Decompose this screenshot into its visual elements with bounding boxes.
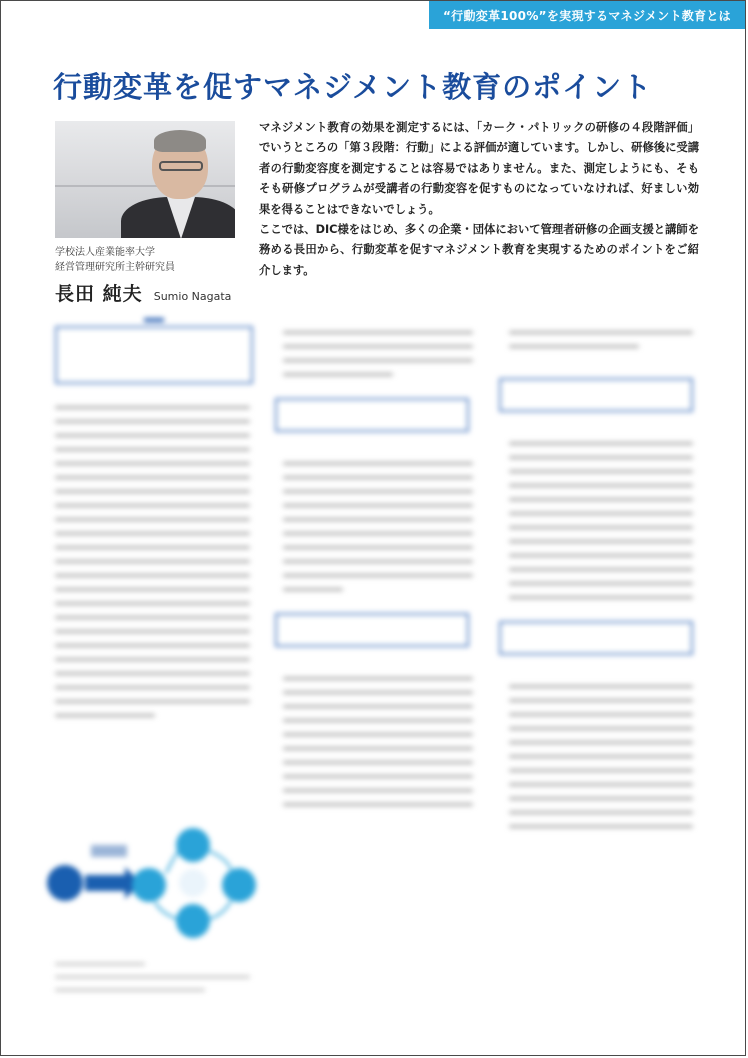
source-note: [55, 963, 255, 1002]
cycle-diagram: [41, 823, 271, 943]
section-header-tab: “行動変革100%”を実現するマネジメント教育とは: [429, 1, 745, 29]
author-name-en: Sumio Nagata: [153, 290, 232, 303]
author-affiliation: [55, 245, 255, 275]
affiliation-university: 学校法人産業能率大学: [55, 247, 155, 258]
intro-paragraph-1: マネジメント教育の効果を測定するには、「カーク・パトリックの研修の４段階評価」でいうところの「第３段階：行動」による評価が適しています。しかし、研修後に受講者の行動変容度を測定することは容易ではありません。また、測定しようにも、そもそも研修プログラムが受講者の行動変容を促すものになっていなければ、好ましい効果を得ることはできないでしょう。: [259, 121, 699, 216]
author-photo: [55, 121, 235, 238]
left-column-blurred: [55, 326, 255, 728]
point-2-box: [275, 613, 469, 647]
diagram-circle-top: [176, 828, 210, 862]
diagram-arrow: [85, 875, 125, 891]
main-point-label: [144, 318, 164, 322]
intro-paragraph-2: ここでは、DIC様をはじめ、多くの企業・団体において管理者研修の企画支援と講師を務める長田から、行動変革を促すマネジメント教育を実現するためのポイントをご紹介します。: [259, 223, 699, 277]
author-name-jp: 長田 純夫: [55, 283, 143, 305]
point-4-box: [499, 621, 693, 655]
affiliation-position: 経営管理研究所主幹研究員: [55, 262, 175, 273]
article-title: 行動変革を促すマネジメント教育のポイント: [53, 70, 653, 104]
diagram-arrow-label: [91, 845, 127, 857]
diagram-circle-left: [132, 868, 166, 902]
main-point-box: [55, 326, 253, 384]
right-column-blurred: [509, 331, 697, 839]
diagram-circle-bottom: [176, 904, 210, 938]
middle-column-blurred: [283, 331, 479, 817]
point-3-box: [499, 378, 693, 412]
intro-text: [259, 118, 699, 281]
diagram-circle-right: [222, 868, 256, 902]
diagram-start-circle: [47, 865, 83, 901]
author-name: [55, 279, 231, 306]
diagram-center: [179, 869, 207, 897]
left-body-text: [55, 406, 255, 717]
point-1-box: [275, 398, 469, 432]
